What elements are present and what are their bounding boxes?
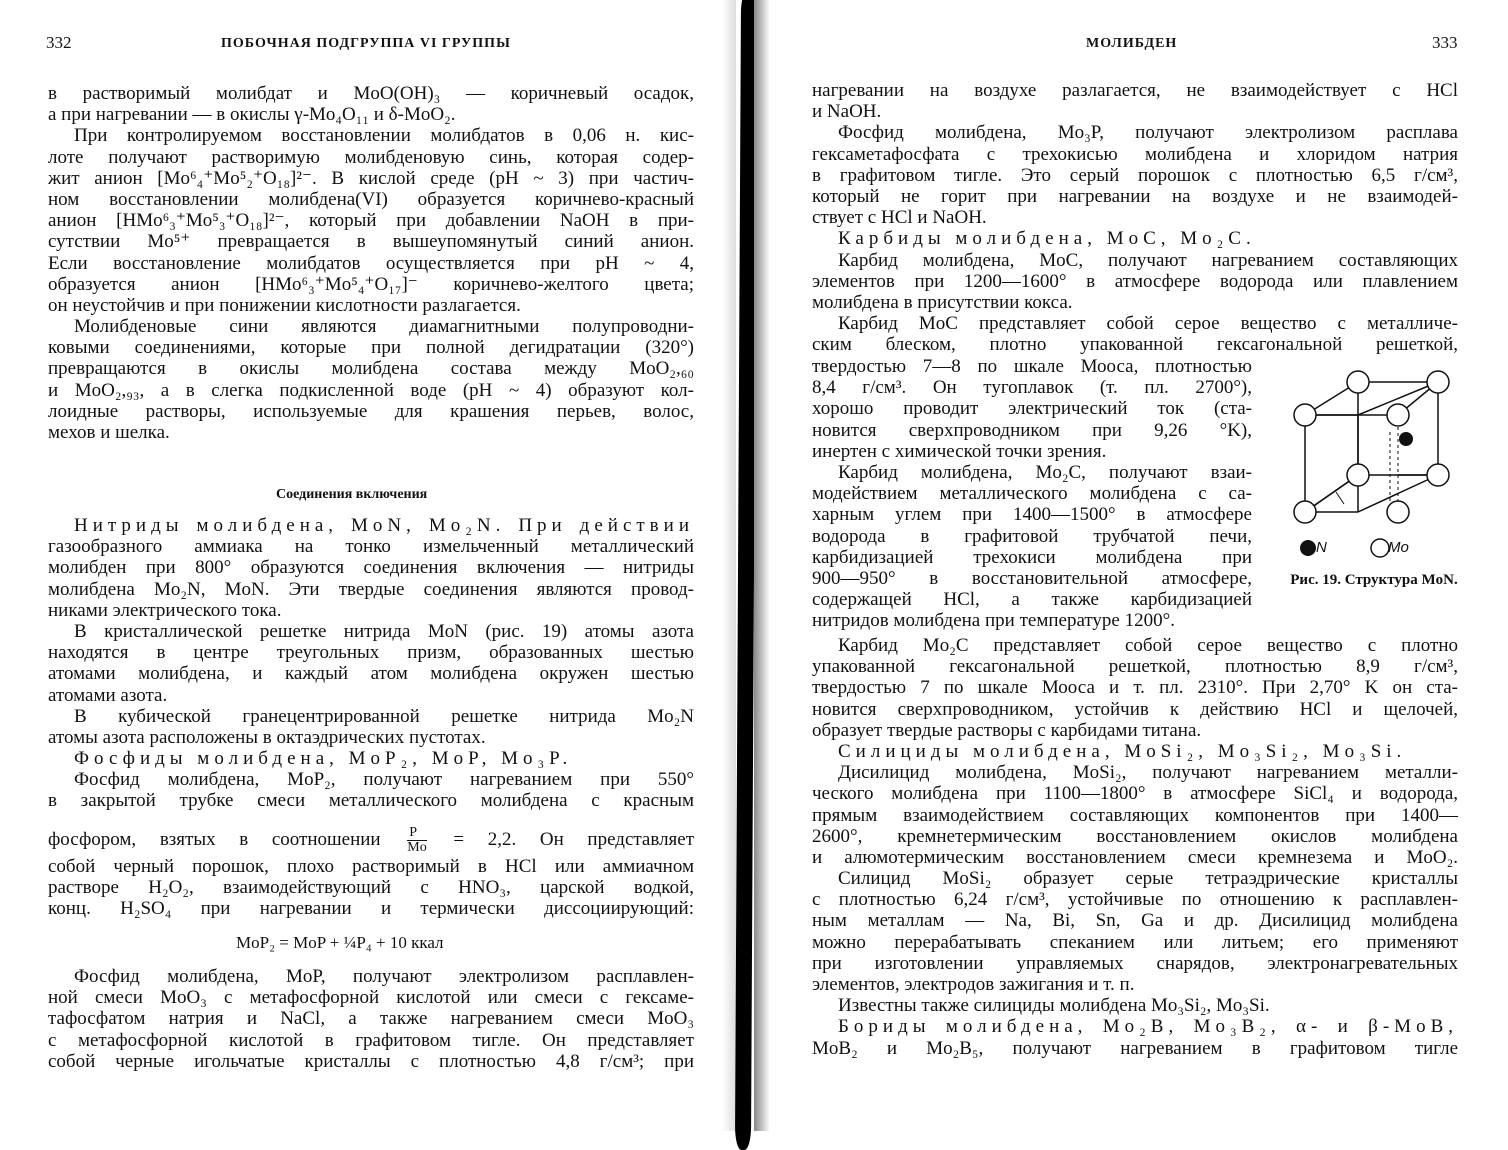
- text-block: [48, 966, 694, 1072]
- text-line: В кристаллической решетке нитрида MoN (рис. 19) атомы азота: [74, 620, 694, 642]
- left-page: [0, 0, 722, 1131]
- mo-atom: [1387, 501, 1409, 523]
- text-line: хорошо проводит электрический ток (ста-: [812, 398, 1252, 420]
- text-line: модействием металлического молибдена с са-: [812, 483, 1252, 505]
- text-line: он неустойчив и при понижении кислотности разлагается.: [48, 294, 521, 316]
- text-line: в графитовом тигле. Это серый порошок с плотностью 6,5 г/см³,: [812, 164, 1458, 186]
- text-line: 2600°, кремнетермическим восстановлением окислов молибдена: [812, 825, 1458, 847]
- text-line: инертен с химической точки зрения.: [812, 440, 1107, 462]
- text-line: молибден при 800° образуются соединения включения — нитриды: [48, 557, 694, 579]
- text-line: новится сверхпроводником, устойчив к действию HCl и щелочей,: [812, 698, 1458, 720]
- text-line: в закрытой трубке смеси металлического молибдена с красным: [48, 790, 694, 812]
- text-line: образуется анион [HMo⁶₃⁺Mo⁵₄⁺O₁₇]⁻ коричнево-желтого цвета;: [48, 273, 694, 295]
- text-line: ковыми соединениями, которые при полной дегидратации (320°): [48, 337, 694, 359]
- text-line: ским блеском, плотно упакованной гексагональной решеткой,: [812, 334, 1458, 356]
- running-head: МОЛИБДЕН: [1086, 36, 1178, 51]
- text-line: жит анион [Mo⁶₄⁺Mo⁵₂⁺O₁₈]²⁻. В кислой среде (pH ~ 3) при частич-: [48, 167, 694, 189]
- text-line: и MoO₂,₉₃, а в слегка подкисленной воде (pH ~ 4) образуют кол-: [48, 379, 694, 401]
- mo-atom: [1347, 371, 1369, 393]
- text-line: нитридов молибдена при температуре 1200°.: [812, 610, 1175, 632]
- text-line: образует твердые растворы с карбидами титана.: [812, 719, 1202, 741]
- mo-atom: [1294, 404, 1316, 426]
- text-line: элементов при 1200—1600° в атмосфере водорода или плавлением: [812, 270, 1458, 292]
- text-line: тафосфатом натрия и NaCl, а также нагреванием смеси MoO₃: [48, 1008, 694, 1030]
- text-line: ной смеси MoO₃ с метафосфорной кислотой или смеси с гексаме-: [48, 987, 694, 1009]
- text-line: лоидные растворы, используемые для крашения перьев, волос,: [48, 400, 694, 422]
- mo-atom: [1427, 371, 1449, 393]
- text-line: растворе H₂O₂, взаимодействующий с HNO₃, царской водкой,: [48, 877, 694, 899]
- text-line: молибдена в присутствии кокса.: [812, 291, 1073, 313]
- text-block: [812, 635, 1458, 1059]
- text-line: Фосфиды молибдена, MoP₂, MoP, Mo₃P.: [74, 748, 573, 770]
- text-line: в растворимый молибдат и MoO(OH)₃ — коричневый осадок,: [48, 83, 694, 104]
- fraction-denominator: Mo: [407, 840, 427, 856]
- text-line: Если восстановление молибдатов осуществляется при pH ~ 4,: [48, 252, 694, 274]
- page-number: 333: [1432, 33, 1458, 52]
- text-line: упакованной гексагональной решеткой, плотностью 8,9 г/см³,: [812, 656, 1458, 678]
- text-line: лоте получают растворимую молибденовую синь, которая содер-: [48, 146, 694, 168]
- text-line: карбидизацией трехокиси молибдена при: [812, 546, 1252, 568]
- text-line: собой черный порошок, плохо растворимый в HCl или аммиачном: [48, 856, 694, 877]
- running-head: ПОБОЧНАЯ ПОДГРУППА VI ГРУППЫ: [221, 36, 511, 51]
- text-line: анион [HMo⁶₃⁺Mo⁵₃⁺O₁₈]²⁻, который при добавлении NaOH в при-: [48, 210, 694, 232]
- text-line: В кубической гранецентрированной решетке нитрида Mo₂N: [74, 705, 694, 727]
- text-line: атомами молибдена, и каждый атом молибдена окружен шестью: [48, 663, 694, 685]
- mo-atom-legend-icon: [1371, 539, 1389, 557]
- text-line: харным углем при 1400—1500° в атмосфере: [812, 504, 1252, 526]
- text-line: ным металлам — Na, Bi, Sn, Ga и др. Дисилицид молибдена: [812, 910, 1458, 932]
- ratio-text: = 2,2. Он представляет: [453, 829, 695, 850]
- text-line: новится сверхпроводником при 9,26 °K),: [812, 419, 1252, 441]
- mo-atom: [1387, 404, 1409, 426]
- text-block: [48, 515, 694, 812]
- text-block: [48, 83, 694, 443]
- text-line: и NaOH.: [812, 101, 882, 123]
- text-line: Бориды молибдена, Mo₂B, Mo₃B₂, α- и β-MoB,: [838, 1016, 1458, 1038]
- fraction-numerator: P: [407, 826, 426, 841]
- text-line: прямым взаимодействием составляющих компонентов при 1400—: [812, 804, 1458, 826]
- n-atom: [1399, 432, 1413, 446]
- right-page: [770, 0, 1508, 1131]
- ratio-text: фосфором, взятых в соотношении: [48, 829, 381, 850]
- legend-label-n: N: [1316, 539, 1327, 556]
- text-line: который не горит при нагревании на воздухе и не взаимодей-: [812, 185, 1458, 207]
- text-line: Силициды молибдена, MoSi₂, Mo₃Si₂, Mo₃Si.: [838, 740, 1407, 762]
- text-line: содержащей HCl, а также карбидизацией: [812, 589, 1252, 611]
- text-line: твердостью 7 по шкале Мооса и т. пл. 2310°. При 2,70° K он ста-: [812, 677, 1458, 699]
- ratio-fraction: [407, 826, 426, 855]
- text-line: молибдена Mo₂N, MoN. Эти твердые соединения являются провод-: [48, 578, 694, 600]
- text-line: Карбид MoC представляет собой серое вещество с металличе-: [838, 313, 1458, 335]
- text-line: Карбиды молибдена, MoC, Mo₂C.: [838, 228, 1256, 250]
- text-line: гексаметафосфата с трехокисью молибдена и хлоридом натрия: [812, 143, 1458, 165]
- text-line: Дисилицид молибдена, MoSi₂, получают нагреванием металли-: [838, 762, 1458, 784]
- text-line: атомами азота.: [48, 684, 168, 706]
- text-line: с плотностью 6,24 г/см³, устойчивые по отношению к расплавлен-: [812, 889, 1458, 911]
- text-line: Молибденовые сини являются диамагнитными полупроводни-: [74, 316, 694, 338]
- mo-atom: [1294, 501, 1316, 523]
- text-line: MoB₂ и Mo₂B₅, получают нагреванием в графитовом тигле: [812, 1037, 1458, 1059]
- mon-structure-figure: [1278, 362, 1478, 562]
- text-line: никами электрического тока.: [48, 599, 282, 621]
- text-line: Известны также силициды молибдена Mo₃Si₂, Mo₃Si.: [838, 995, 1270, 1017]
- text-line: Нитриды молибдена, MoN, Mo₂N. При действии: [74, 515, 694, 536]
- text-line: водорода в графитовой трубчатой печи,: [812, 525, 1252, 547]
- text-line: сутствии Mo⁵⁺ превращается в вышеупомянутый синий анион.: [48, 231, 694, 253]
- text-line: элементов, электродов зажигания и т. п.: [812, 974, 1135, 995]
- text-line: Фосфид молибдена, Mo₃P, получают электролизом расплава: [838, 122, 1458, 144]
- text-line: 8,4 г/см³. Он тугоплавок (т. пл. 2700°),: [812, 377, 1252, 399]
- text-line: Карбид молибдена, MoC, получают нагреванием составляющих: [838, 249, 1458, 271]
- text-line: конц. H₂SO₄ при нагревании и термически диссоциирующий:: [48, 898, 694, 920]
- n-atom-legend-icon: [1300, 540, 1316, 556]
- text-line: ном восстановлении молибдена(VI) образуется коричнево-красный: [48, 188, 694, 210]
- text-line: 900—950° в восстановительной атмосфере,: [812, 567, 1252, 589]
- text-line: нагревании на воздухе разлагается, не взаимодействует с HCl: [812, 80, 1458, 101]
- text-line: находятся в центре треугольных призм, образованных шестью: [48, 642, 694, 664]
- text-line: превращаются в окислы молибдена состава между MoO₂,₆₀: [48, 358, 694, 380]
- book-gutter: [722, 0, 770, 1131]
- text-line: Карбид молибдена, Mo₂C, получают взаи-: [838, 461, 1252, 483]
- text-block: [812, 80, 1458, 355]
- text-line: можно перерабатывать спеканием или литьем; его применяют: [812, 931, 1458, 953]
- text-line: с метафосфорной кислотой в графитовом тигле. Он представляет: [48, 1029, 694, 1051]
- text-line: атомы азота расположены в октаэдрических пустотах.: [48, 726, 486, 748]
- text-line: твердостью 7—8 по шкале Мооса, плотностью: [812, 356, 1252, 377]
- text-line: При контролируемом восстановлении молибдатов в 0,06 н. кис-: [74, 125, 694, 147]
- text-line: ческого молибдена при 1100—1800° в атмосфере SiCl₄ и водорода,: [812, 783, 1458, 805]
- text-line: при изготовлении управляемых снарядов, электронагревательных: [812, 952, 1458, 974]
- text-line: газообразного аммиака на тонко измельченный металлический: [48, 536, 694, 558]
- text-block: [812, 356, 1252, 631]
- text-line: и алюмотермическим восстановлением смеси кремнезема и MoO₂.: [812, 846, 1458, 868]
- text-line: Фосфид молибдена, MoP₂, получают нагреванием при 550°: [74, 769, 694, 791]
- text-line: мехов и шелка.: [48, 422, 170, 443]
- formula: MoP₂ = MoP + ¼P₄ + 10 ккал: [236, 933, 444, 952]
- text-line: Фосфид молибдена, MoP, получают электролизом расплавлен-: [74, 966, 694, 987]
- mo-atom: [1427, 464, 1449, 486]
- mo-atoms: [1294, 371, 1449, 523]
- legend-label-mo: Mo: [1388, 539, 1409, 556]
- section-heading: Соединения включения: [276, 487, 428, 502]
- figure-caption: Рис. 19. Структура MoN.: [1290, 572, 1458, 588]
- text-line: Силицид MoSi₂ образует серые тетраэдрические кристаллы: [838, 868, 1458, 890]
- text-line: ствует с HCl и NaOH.: [812, 207, 987, 229]
- mo-atom: [1347, 464, 1369, 486]
- text-line: Карбид Mo₂C представляет собой серое вещество с плотно: [838, 635, 1458, 656]
- text-line: собой черные игольчатые кристаллы с плотностью 4,8 г/см³; при: [48, 1050, 694, 1072]
- text-line: а при нагревании — в окислы γ-Mo₄O₁₁ и δ-MoO₂.: [48, 104, 456, 126]
- page-number: 332: [46, 33, 72, 52]
- text-block: [48, 856, 694, 920]
